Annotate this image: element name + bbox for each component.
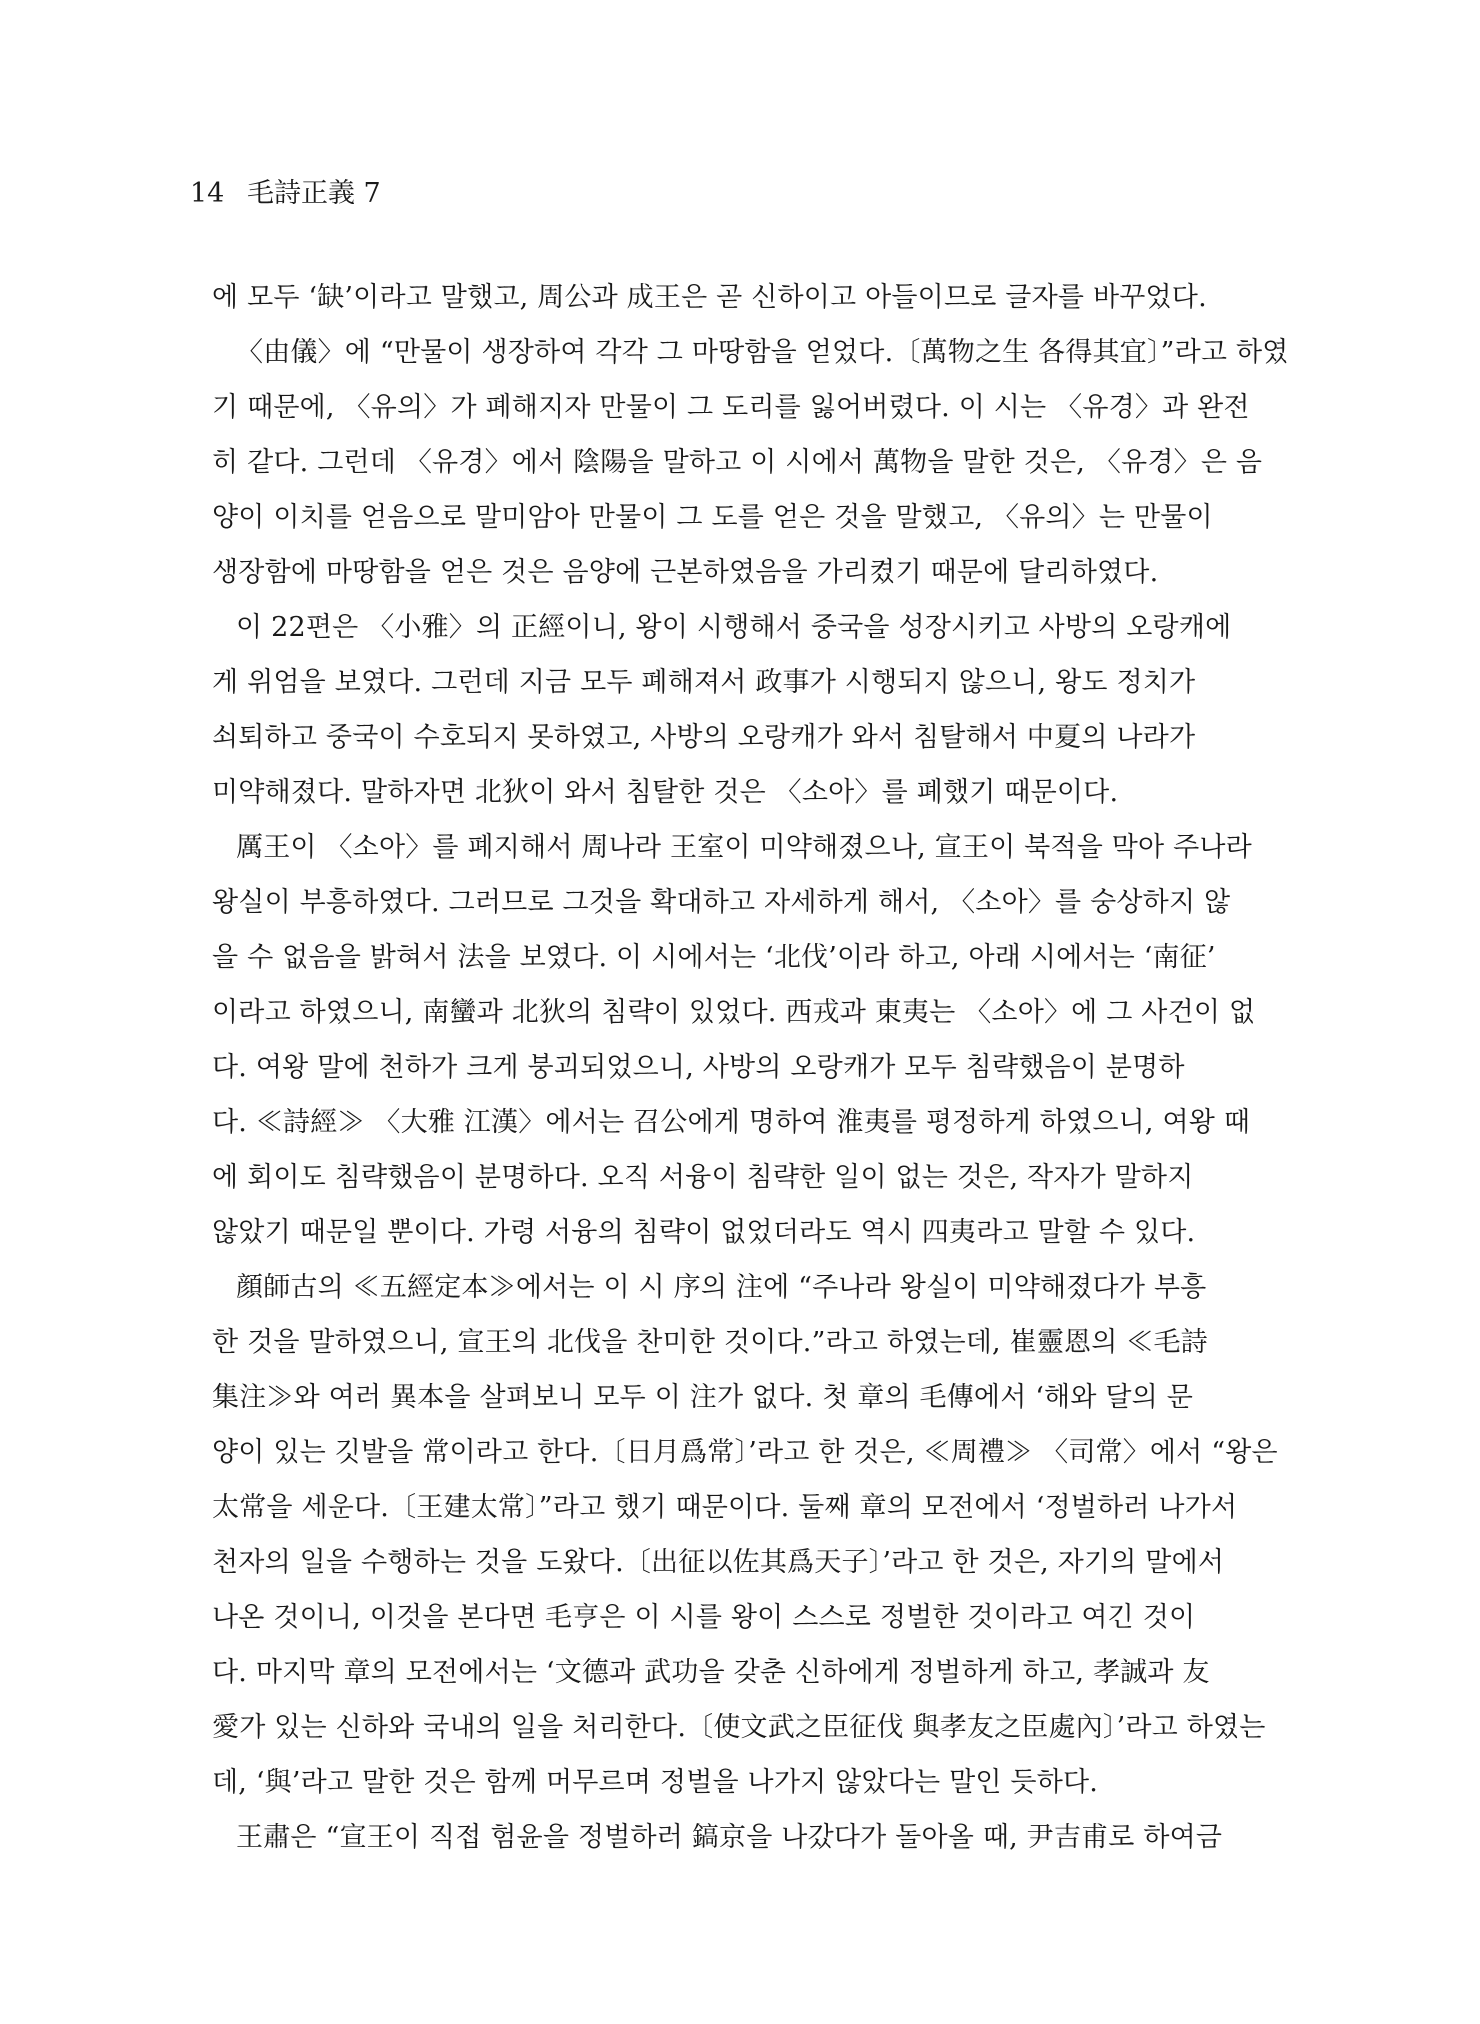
text-line: 이라고 하였으니, 南蠻과 北狄의 침략이 있었다. 西戎과 東夷는 〈소아〉에 그 사건이 없 [212,997,1256,1028]
text-line: 기 때문에, 〈유의〉가 폐해지자 만물이 그 도리를 잃어버렸다. 이 시는 〈유경〉과 완전 [212,392,1250,423]
text-line: 太常을 세운다.〔王建太常〕”라고 했기 때문이다. 둘째 章의 모전에서 ‘정벌하러 나가서 [212,1492,1238,1523]
text-line: 쇠퇴하고 중국이 수호되지 못하였고, 사방의 오랑캐가 와서 침탈해서 中夏의 나라가 [212,722,1196,753]
text-line: 顔師古의 ≪五經定本≫에서는 이 시 序의 注에 “주나라 왕실이 미약해졌다가 부흥 [236,1272,1207,1303]
text-line: 한 것을 말하였으니, 宣王의 北伐을 찬미한 것이다.”라고 하였는데, 崔靈恩의 ≪毛詩 [212,1327,1208,1358]
text-line: 王肅은 “宣王이 직접 험윤을 정벌하러 鎬京을 나갔다가 돌아올 때, 尹吉甫로 하여금 [236,1822,1223,1853]
page-number: 14 [190,178,225,209]
text-line: 다. ≪詩經≫ 〈大雅 江漢〉에서는 召公에게 명하여 淮夷를 평정하게 하였으니, 여왕 때 [212,1107,1251,1138]
text-line: 에 모두 ‘缺’이라고 말했고, 周公과 成王은 곧 신하이고 아들이므로 글자를 바꾸었다. [212,282,1207,313]
text-line: 천자의 일을 수행하는 것을 도왔다.〔出征以佐其爲天子〕’라고 한 것은, 자기의 말에서 [212,1547,1225,1578]
text-line: 않았기 때문일 뿐이다. 가령 서융의 침략이 없었더라도 역시 四夷라고 말할 수 있다. [212,1217,1196,1248]
text-line: 데, ‘與’라고 말한 것은 함께 머무르며 정벌을 나가지 않았다는 말인 듯하다. [212,1767,1099,1798]
body-text [212,270,1292,1865]
text-line: 厲王이 〈소아〉를 폐지해서 周나라 王室이 미약해졌으나, 宣王이 북적을 막아 주나라 [236,832,1252,863]
text-line: 에 회이도 침략했음이 분명하다. 오직 서융이 침략한 일이 없는 것은, 작자가 말하지 [212,1162,1194,1193]
book-title: 毛詩正義 7 [246,178,381,209]
text-line: 이 22편은 〈小雅〉의 正經이니, 왕이 시행해서 중국을 성장시키고 사방의 오랑캐에 [236,612,1232,643]
text-line: 양이 있는 깃발을 常이라고 한다.〔日月爲常〕’라고 한 것은, ≪周禮≫ 〈司常〉에서 “왕은 [212,1437,1278,1468]
text-line: 〈由儀〉에 “만물이 생장하여 각각 그 마땅함을 얻었다.〔萬物之生 各得其宜〕”라고 하였 [236,337,1289,368]
text-line: 양이 이치를 얻음으로 말미암아 만물이 그 도를 얻은 것을 말했고, 〈유의〉는 만물이 [212,502,1213,533]
text-line: 히 같다. 그런데 〈유경〉에서 陰陽을 말하고 이 시에서 萬物을 말한 것은, 〈유경〉은 음 [212,447,1263,478]
text-line: 다. 여왕 말에 천하가 크게 붕괴되었으니, 사방의 오랑캐가 모두 침략했음이 분명하 [212,1052,1185,1083]
text-line: 미약해졌다. 말하자면 北狄이 와서 침탈한 것은 〈소아〉를 폐했기 때문이다. [212,777,1119,808]
running-header [190,176,381,212]
text-line: 게 위엄을 보였다. 그런데 지금 모두 폐해져서 政事가 시행되지 않으니, 왕도 정치가 [212,667,1196,698]
text-line: 생장함에 마땅함을 얻은 것은 음양에 근본하였음을 가리켰기 때문에 달리하였다. [212,557,1159,588]
text-line: 을 수 없음을 밝혀서 法을 보였다. 이 시에서는 ‘北伐’이라 하고, 아래 시에서는 ‘南征’ [212,942,1216,973]
text-line: 왕실이 부흥하였다. 그러므로 그것을 확대하고 자세하게 해서, 〈소아〉를 숭상하지 않 [212,887,1231,918]
text-line: 集注≫와 여러 異本을 살펴보니 모두 이 注가 없다. 첫 章의 毛傳에서 ‘해와 달의 문 [212,1382,1194,1413]
text-line: 다. 마지막 章의 모전에서는 ‘文德과 武功을 갖춘 신하에게 정벌하게 하고, 孝誠과 友 [212,1657,1210,1688]
text-line: 나온 것이니, 이것을 본다면 毛亨은 이 시를 왕이 스스로 정벌한 것이라고 여긴 것이 [212,1602,1196,1633]
text-line: 愛가 있는 신하와 국내의 일을 처리한다.〔使文武之臣征伐 與孝友之臣處內〕’라고 하였는 [212,1712,1266,1743]
